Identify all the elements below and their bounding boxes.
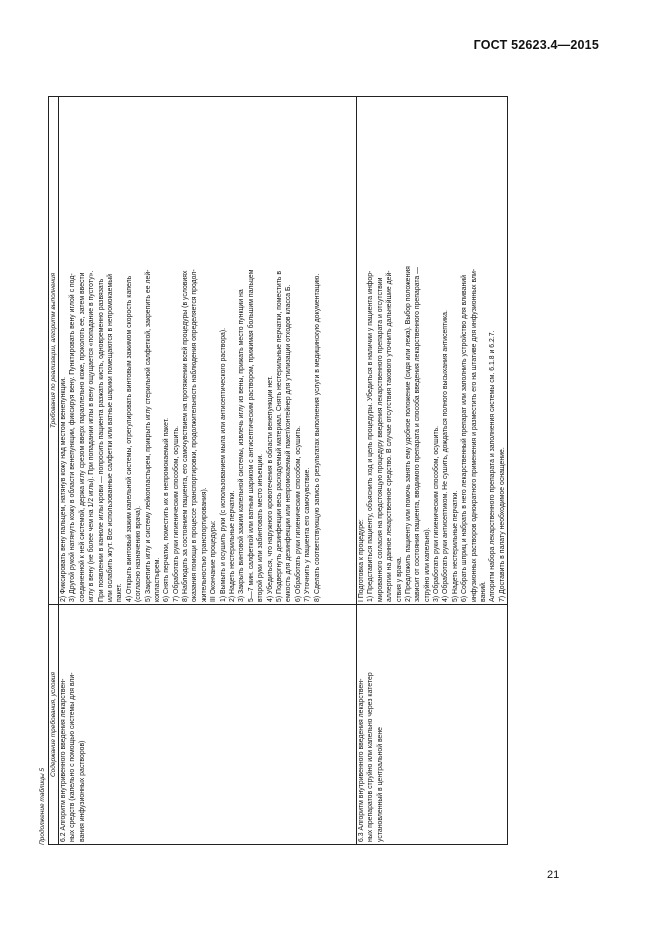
table-header-row — [49, 97, 59, 845]
requirement-line: зависит от состояния пациента, вводимого препарата и способа введения лекарственного препарата — — [414, 266, 422, 602]
requirement-line: 5—7 мин. салфеткой или ватным шариком с антисептическим раствором, прижимая большим пальцем — [247, 269, 255, 602]
requirement-line: струйно или капельно). — [423, 527, 431, 602]
requirements-cell — [356, 97, 507, 605]
requirement-line: 5) Закрепить иглу и систему лейкопластырем, прикрыть иглу стерильной салфеткой, закрепить ее лей- — [144, 269, 152, 602]
document-code: ГОСТ 52623.4—2015 — [473, 38, 599, 52]
requirement-line: жительностью транспортирования). — [200, 487, 208, 602]
requirement-line: 3) Закрыть винтовой зажим капельной системы, извлечь иглу из вены, прижать место пункции на — [238, 289, 246, 602]
requirement-line: 3) Обработать руки гигиеническим способом, осушить. — [433, 425, 441, 602]
condition-line: 6.2 Алгоритм внутривенного введения лекарствен- — [60, 678, 67, 842]
requirement-line: 5) Надеть нестерильные перчатки. — [451, 490, 459, 602]
requirements-cell — [59, 97, 357, 605]
condition-line: установленный в центральной вене — [376, 726, 384, 842]
requirement-line: 4) Убедиться, что наружного кровотечения в области венепункции нет. — [266, 375, 274, 602]
requirement-line: соединенной к ней системой, держа иглу срезом вверх параллельно коже, проколоть ее, затем ввести — [78, 272, 86, 602]
requirement-line: инфузионных растворов однократного применения и разместить его на штативе для инфузионных вли- — [470, 268, 478, 602]
requirement-line: оказания помощи в процессе транспортировки, продолжительность наблюдения определяется продол- — [191, 269, 199, 602]
row-spacer — [322, 99, 356, 602]
requirement-line: мированного согласия на предстоящую процедуру введения лекарственного препарата и отсутствии — [376, 277, 384, 602]
requirement-line: копластырем. — [153, 557, 161, 602]
condition-line: вания инфузионных растворов) — [78, 740, 86, 842]
requirement-line: 6) Обработать руки гигиеническим способом, осушить. — [294, 425, 302, 602]
requirement-line: 1) Представиться пациенту, объяснить ход и цель процедуры. Убедиться в наличии у пациента инфор- — [367, 270, 375, 602]
column-header-requirements: Требования по реализации, алгоритм выполнения — [49, 97, 59, 605]
requirement-line: III Окончание процедуры: — [210, 520, 218, 602]
requirements-table — [48, 96, 508, 845]
condition-cell — [59, 605, 357, 845]
requirement-line: 7) Обработать руки гигиеническим способом, осушить. — [172, 425, 180, 602]
requirement-line: ваний. — [480, 581, 488, 602]
requirement-line: 3) Другой рукой натянуть кожу в области венепункции, фиксируя вену. Пунктировать вену иглой с под- — [69, 273, 77, 602]
table-continuation-label: Продолжение таблицы 5 — [39, 767, 46, 845]
requirement-line: 1) Вымыть и осушить руки (с использованием мыла или антисептического раствора). — [219, 327, 227, 602]
table-row — [356, 97, 507, 845]
requirement-line: 6) Собрать шприц и набрать в него лекарственный препарат или заполнить устройство для вливаний — [461, 275, 469, 602]
requirement-line: (согласно назначению врача). — [135, 505, 143, 602]
requirement-line: 7) Доставить в палату необходимое оснащение. — [498, 447, 506, 602]
column-header-condition: Содержание требования, условия — [49, 605, 59, 845]
requirement-line: 8) Наблюдать за состоянием пациента, его самочувствием на протяжении всей процедуры (в условиях — [182, 270, 190, 602]
requirement-line: или ослабить жгут. Все использованные салфетки или ватные шарики помещаются в непромокаемый — [106, 273, 114, 602]
page-number: 21 — [547, 869, 560, 881]
requirement-line: 4) Открыть винтовый зажим капельной системы, отрегулировать винтовым зажимом скорость капель — [125, 275, 133, 602]
requirement-line: емкость для дезинфекции или непромокаемый пакет/контейнер для утилизации отходов класса Б. — [285, 284, 293, 602]
requirement-line: 2) Фиксировать вену пальцем, натянув кожу над местом венепункции. — [60, 377, 67, 602]
requirement-line: I Подготовка к процедуре: — [357, 519, 365, 602]
requirement-line: 8) Сделать соответствующую запись о результатах выполнения услуги в медицинскую документацию. — [313, 273, 321, 602]
rotated-table-page — [38, 96, 540, 845]
requirement-line: 2) Надеть нестерильные перчатки. — [229, 490, 237, 602]
requirement-line: Алгоритм набора лекарственного препарата и заполнения системы см. 6.1.8 и 6.2.7. — [489, 330, 497, 602]
requirement-line: 7) Уточнить у пациента его самочувствие. — [304, 467, 312, 602]
requirement-line: 2) Предложить пациенту или помочь занять ему удобное положение (сидя или лежа). Выбор положения — [404, 266, 412, 602]
requirement-line: 4) Обработать руки антисептиком. Не сушить, дождаться полного высыхания антисептика. — [442, 310, 450, 602]
condition-line: ных препаратов струйно или капельно через катетер — [367, 672, 375, 842]
requirement-line: ствия у врача. — [395, 556, 403, 602]
requirement-line: второй руки или забинтовать место инъекции. — [257, 453, 265, 602]
requirement-line: пакет. — [116, 583, 124, 602]
requirement-line: 6) Снять перчатки, поместить их в непромокаемый пакет. — [163, 417, 171, 602]
requirement-line: иглу в вену (не более чем на 1/2 иглы). При попадании иглы в вену ощущается «попадание в пустоту». — [88, 270, 96, 602]
condition-line: ных средств (капельно с помощью системы для вли- — [69, 672, 77, 842]
condition-line: 6.3 Алгоритм внутривенного введения лекарствен- — [357, 678, 365, 842]
condition-cell — [356, 605, 507, 845]
requirement-line: При появлении в канюле иглы крови — попросить пациента разжать кисть, одновременно развязать — [97, 278, 105, 602]
requirement-line: 5) Подвергнуть дезинфекции весь расходуемый материал. Снять нестерильные перчатки, поместить в — [275, 270, 283, 602]
table-row — [59, 97, 357, 845]
requirement-line: аллергии на данное лекарственное средство. В случае отсутствия такового уточнить дальнейшие дей- — [386, 270, 394, 602]
